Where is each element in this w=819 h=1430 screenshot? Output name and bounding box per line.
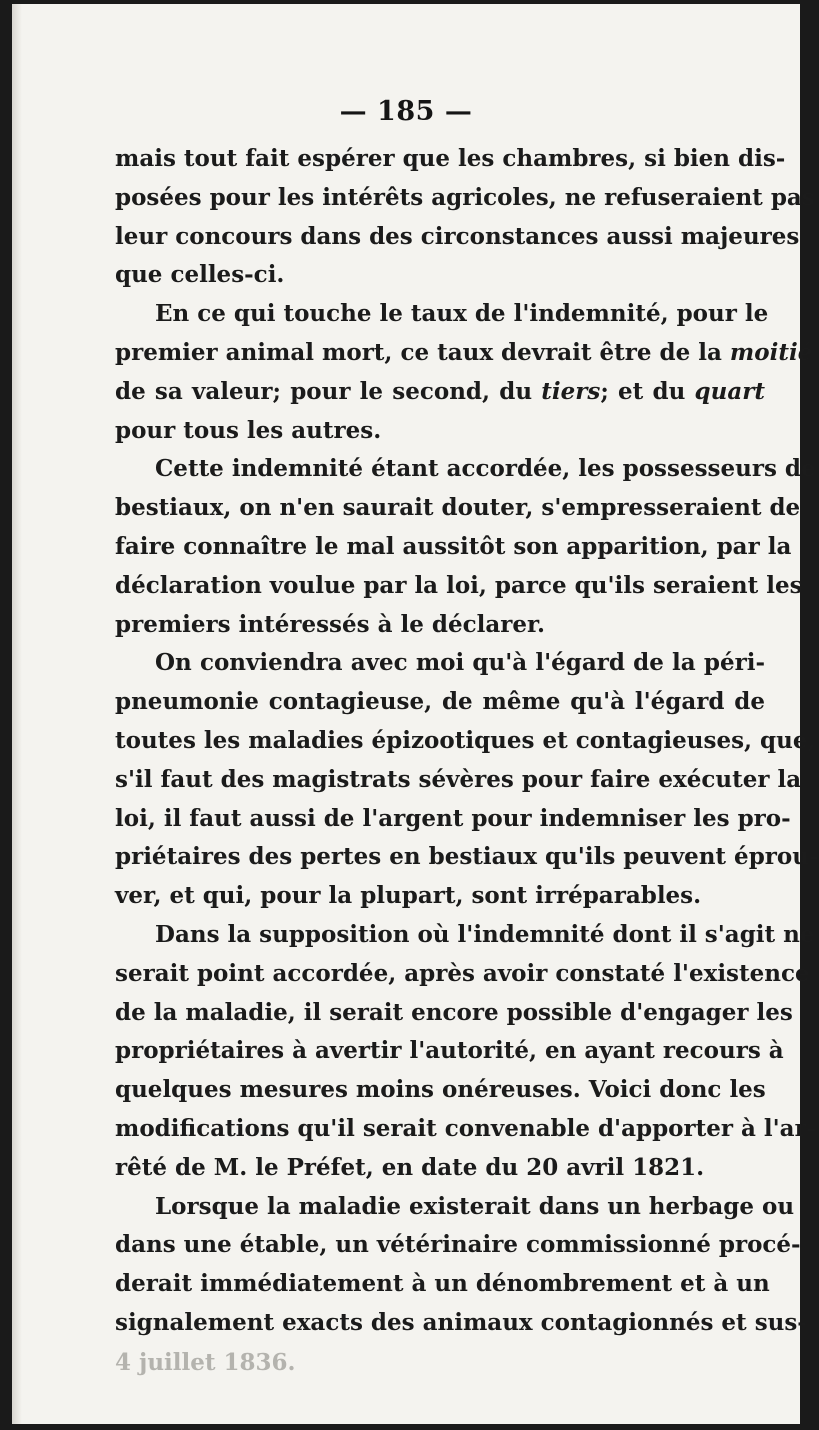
text-line <box>115 295 769 334</box>
italic-word: moitié <box>729 338 813 366</box>
text-run: En ce qui touche le taux de l'indemnité, pour le <box>155 300 769 328</box>
text-line <box>115 412 765 451</box>
text-run: s'il faut des magistrats sévères pour faire exécuter la <box>115 765 802 793</box>
text-run: On conviendra avec moi qu'à l'égard de la péri- <box>155 649 765 677</box>
text-run: ; et du <box>600 377 695 405</box>
text-line <box>115 334 813 373</box>
text-line <box>115 877 765 916</box>
text-run: que celles-ci. <box>115 261 285 289</box>
text-line <box>115 1265 770 1304</box>
text-run: bestiaux, on n'en saurait douter, s'empresseraient de <box>115 494 801 522</box>
text-line <box>115 567 803 606</box>
text-line <box>115 179 815 218</box>
text-line <box>115 644 765 683</box>
text-line <box>115 722 816 761</box>
text-line <box>115 450 816 489</box>
page-edge-shadow <box>12 4 22 1424</box>
text-run: derait immédiatement à un dénombrement et à un <box>115 1270 770 1298</box>
text-run: serait point accordée, après avoir constaté l'existence <box>115 959 810 987</box>
text-line <box>115 528 792 567</box>
text-run: quelques mesures moins onéreuses. Voici donc les <box>115 1076 766 1104</box>
text-line <box>115 761 802 800</box>
text-run: leur concours dans des circonstances aussi majeures <box>115 222 800 250</box>
text-run: premiers intéressés à le déclarer. <box>115 610 545 638</box>
text-run: modifications qu'il serait convenable d'apporter à l'ar- <box>115 1114 817 1142</box>
text-line <box>115 683 765 722</box>
text-line <box>115 1304 807 1343</box>
text-line <box>115 1032 784 1071</box>
text-run: premier animal mort, ce taux devrait être de la <box>115 338 730 366</box>
italic-word: quart <box>694 377 765 405</box>
text-line <box>115 140 786 179</box>
text-line <box>115 373 765 412</box>
text-line <box>115 1149 765 1188</box>
text-run: ver, et qui, pour la plupart, sont irréparables. <box>115 882 702 910</box>
text-line <box>115 1071 765 1110</box>
text-line <box>115 955 810 994</box>
text-line <box>115 1110 817 1149</box>
book-page <box>12 4 819 1424</box>
italic-word: tiers <box>541 377 601 405</box>
text-run: pour tous les autres. <box>115 416 382 444</box>
text-line <box>115 606 765 645</box>
text-run: dans une étable, un vétérinaire commissionné procé- <box>115 1231 801 1259</box>
text-run: faire connaître le mal aussitôt son apparition, par la <box>115 532 792 560</box>
text-run: Dans la supposition où l'indemnité dont il s'agit ne <box>155 920 815 948</box>
text-run: Cette indemnité étant accordée, les possesseurs de <box>155 455 816 483</box>
page-number: — 185 — <box>339 96 473 127</box>
text-run: rêté de M. le Préfet, en date du 20 avril 1821. <box>115 1153 705 1181</box>
text-line <box>115 916 815 955</box>
text-run: de la maladie, il serait encore possible d'engager les <box>115 998 793 1026</box>
text-run: signalement exacts des animaux contagionnés et sus- <box>115 1308 807 1336</box>
text-run: Lorsque la maladie existerait dans un herbage ou <box>155 1192 795 1220</box>
text-run: déclaration voulue par la loi, parce qu'ils seraient les <box>115 571 803 599</box>
text-line <box>115 256 765 295</box>
page-body-text <box>115 140 819 1343</box>
text-line <box>115 994 793 1033</box>
text-run: posées pour les intérêts agricoles, ne refuseraient pas <box>115 183 815 211</box>
text-run: toutes les maladies épizootiques et contagieuses, que, <box>115 726 816 754</box>
text-line <box>115 838 819 877</box>
text-line <box>115 489 801 528</box>
text-run: priétaires des pertes en bestiaux qu'ils peuvent éprou- <box>115 843 819 871</box>
text-line <box>115 800 791 839</box>
text-line <box>115 1188 795 1227</box>
text-run: loi, il faut aussi de l'argent pour indemniser les pro- <box>115 804 791 832</box>
bleed-through-text: 4 juillet 1836. <box>115 1349 296 1376</box>
text-run: propriétaires à avertir l'autorité, en ayant recours à <box>115 1037 784 1065</box>
text-run: pneumonie contagieuse, de même qu'à l'égard de <box>115 688 765 716</box>
text-line <box>115 1226 801 1265</box>
text-run: mais tout fait espérer que les chambres, si bien dis- <box>115 145 786 172</box>
text-run: de sa valeur; pour le second, du <box>115 377 542 405</box>
text-line <box>115 218 800 257</box>
